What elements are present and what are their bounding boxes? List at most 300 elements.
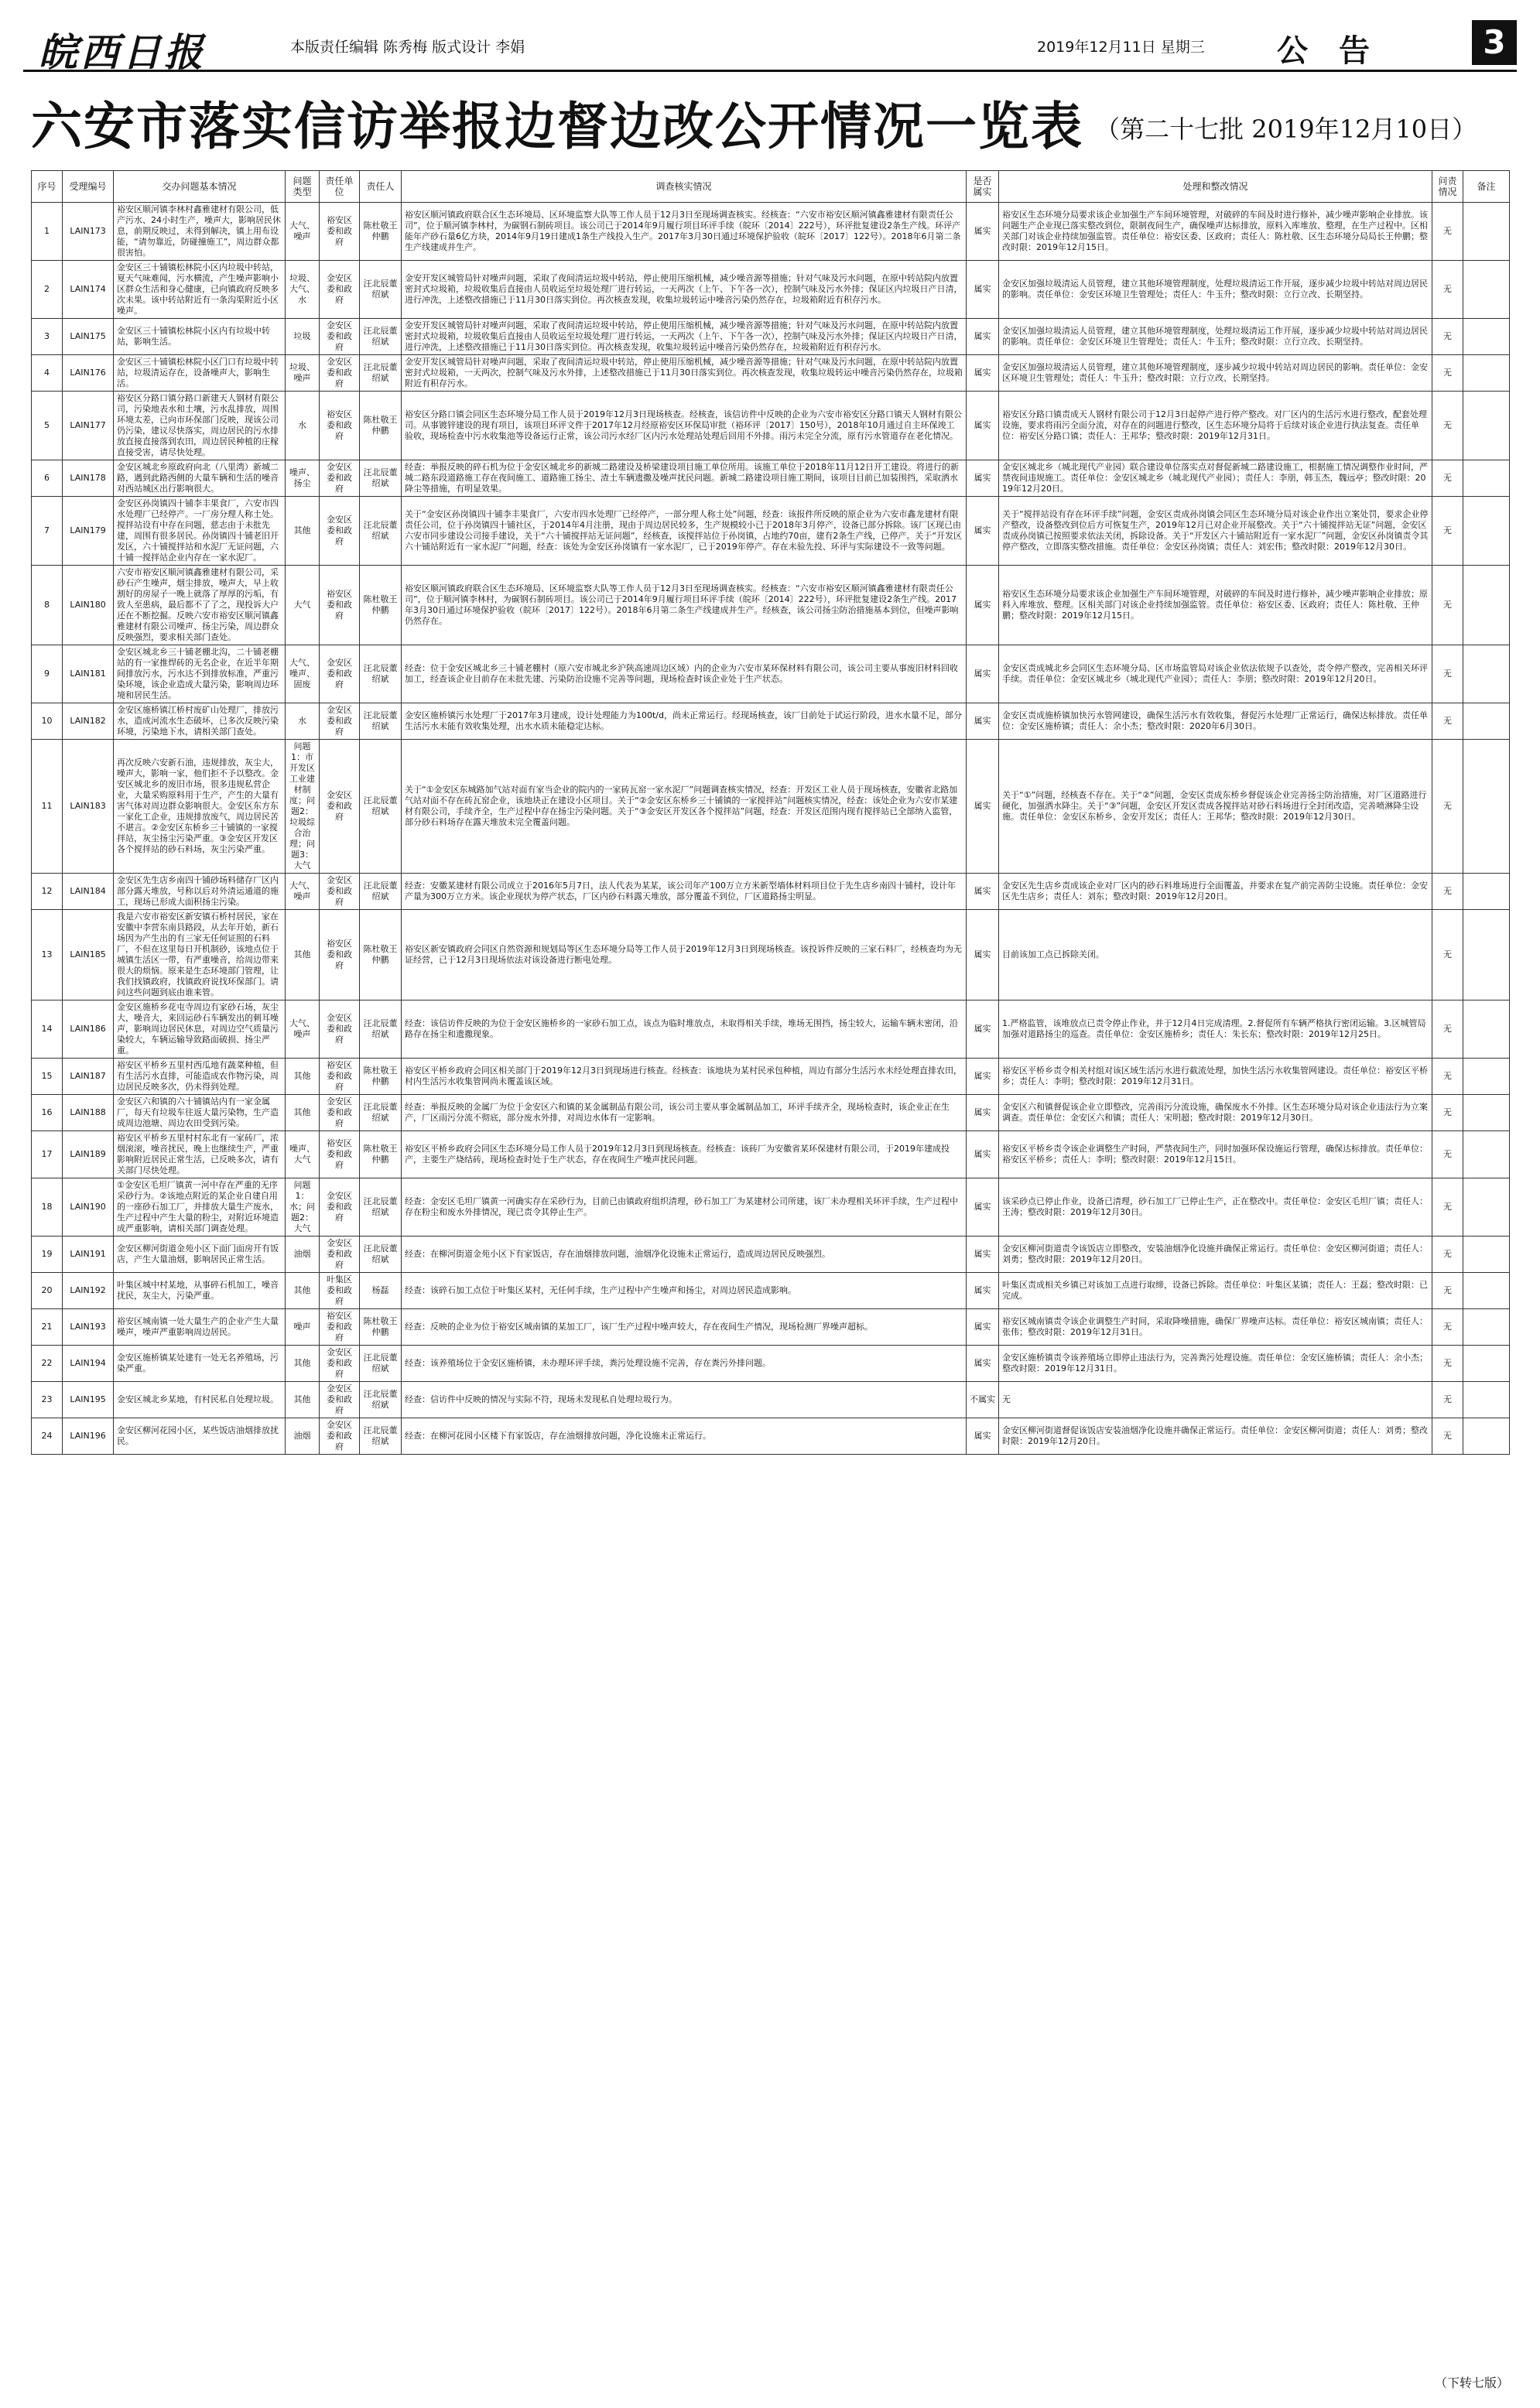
accountability-text: 无 — [1432, 910, 1463, 1000]
case-type: 其他 — [286, 1059, 320, 1095]
verified-flag: 属实 — [967, 1131, 999, 1178]
table-row — [32, 1382, 1510, 1418]
accountability-text: 无 — [1432, 1418, 1463, 1455]
case-summary: 裕安区平桥乡五里村村东北有一家砖厂，浓烟滚滚，噪音扰民，晚上也继续生产，严重影响附近居民正常生活，已反映多次，请有关部门尽快处理。 — [114, 1131, 286, 1178]
case-code: LAIN195 — [63, 1382, 114, 1418]
accountability-text: 无 — [1432, 645, 1463, 703]
findings-text: 经查：反映的企业为位于裕安区城南镇的某加工厂，该厂生产过程中噪声较大，存在夜间生产情况，现场检测厂界噪声超标。 — [402, 1309, 967, 1346]
responsible-unit: 裕安区委和政府 — [320, 566, 360, 645]
table-row — [32, 497, 1510, 566]
handling-text: 裕安区生态环境分局要求该企业加强生产车间环境管理，对破碎的车间及时进行修补，减少噪声影响企业排放；原料入库堆放、整理。区相关部门对该企业持续加强监管。责任单位：裕安区委、区政府；责任人：陈杜敬、王仲鹏；整改时限：2019年12月15日。 — [999, 566, 1432, 645]
verified-flag: 属实 — [967, 460, 999, 497]
findings-text: 经查：位于金安区城北乡三十铺老棚村（原六安市城北乡沪陕高速周边区域）内的企业为六安市某环保材料有限公司，该公司主要从事废旧材料回收加工，经查该企业目前存在未批先建、污染防治设施不完善等问题，现场检查时该企业处于生产状态。 — [402, 645, 967, 703]
responsible-unit: 金安区委和政府 — [320, 1346, 360, 1382]
case-type: 水 — [286, 703, 320, 740]
headline — [31, 85, 1509, 156]
case-code: LAIN185 — [63, 910, 114, 1000]
verified-flag: 属实 — [967, 566, 999, 645]
row-number: 14 — [32, 1000, 63, 1059]
findings-text: 裕安区顺河镇政府联合区生态环境局、区环境监察大队等工作人员于12月3日至现场调查核实。经核查：“六安市裕安区顺河镇鑫雅建材有限责任公司”，位于顺河镇李林村，为碳钢石制砖项目。该公司已于2014年9月履行项目环评手续（皖环〔2014〕222号），环评批复建设2条生产线。2017年3月30日通过环境保护验收（皖环〔2017〕122号）。2018年6月第二条生产线建成并生产。经核查，该公司扬尘防治措施基本到位，但噪声影响仍然存在。 — [402, 566, 967, 645]
case-summary: 金安区柳河街道金苑小区下面门面房开有饭店，产生大量油烟，影响居民正常生活。 — [114, 1236, 286, 1273]
case-summary: 金安区三十铺镇松林院小区门口有垃圾中转站，垃圾清运存在，设备噪声大，影响生活。 — [114, 355, 286, 392]
responsible-unit: 裕安区委和政府 — [320, 1059, 360, 1095]
table-row — [32, 460, 1510, 497]
row-number: 6 — [32, 460, 63, 497]
case-code: LAIN190 — [63, 1178, 114, 1236]
table-row — [32, 1236, 1510, 1273]
findings-text: 经查：该信访件反映的为位于金安区施桥乡的一家砂石加工点，该点为临时堆放点，未取得相关手续，堆场无围挡，扬尘较大，运输车辆未密闭，沿路存在扬尘和遗撒现象。 — [402, 1000, 967, 1059]
responsible-person: 杨磊 — [360, 1273, 402, 1309]
accountability-text: 无 — [1432, 203, 1463, 261]
case-summary: 金安区施桥镇某处建有一处无名养殖场，污染严重。 — [114, 1346, 286, 1382]
handling-text: 金安区加强垃圾清运人员管理，建立其他环境管理制度，处理垃圾清运工作开展，逐步减少垃圾中转站对周边居民的影响。责任单位：金安区环境卫生管理处；责任人：牛玉升；整改时限：立行立改、长期坚持。 — [999, 319, 1432, 355]
accountability-text: 无 — [1432, 1236, 1463, 1273]
table-row — [32, 1346, 1510, 1382]
row-number: 20 — [32, 1273, 63, 1309]
case-summary: 裕安区分路口镇分路口新建天人钢材有限公司，污染地表水和土壤，污水乱排放，周围环境太差，已向市环保部门反映，现该公司仍污染，建议尽快落实，周边居民的污水排放直接直接落到农田，周边居民种植的庄稼直接受害，请尽快处理。 — [114, 392, 286, 460]
case-type: 垃圾、噪声 — [286, 355, 320, 392]
table-row — [32, 1059, 1510, 1095]
responsible-person: 汪北辰董绍斌 — [360, 319, 402, 355]
row-number: 18 — [32, 1178, 63, 1236]
remark-text — [1463, 355, 1510, 392]
accountability-text: 无 — [1432, 703, 1463, 740]
responsible-unit: 裕安区委和政府 — [320, 392, 360, 460]
verified-flag: 属实 — [967, 319, 999, 355]
handling-text: 金安区责成城北乡会同区生态环境分局、区市场监管局对该企业依法依规予以查处，责令停产整改，完善相关环评手续。责任单位：金安区城北乡（城北现代产业园）；责任人：李朋；整改时限：2019年12月20日。 — [999, 645, 1432, 703]
case-code: LAIN181 — [63, 645, 114, 703]
case-summary: 金安区施桥镇江桥村废矿山处理厂，排放污水，造成河流水生态破坏，已多次反映污染环境，污染地下水，请相关部门查处。 — [114, 703, 286, 740]
findings-text: 金安开发区城管局针对噪声问题，采取了夜间清运垃圾中转站，停止使用压缩机械，减少噪音源等措施；针对气味及污水问题，在原中转站院内放置密封式垃圾箱，一天两次，控制气味及污水外排，上述整改措施已于11月30日落实到位。再次核查发现，收集垃圾转运中噪音污染仍然存在，垃圾箱附近有积存污水。 — [402, 355, 967, 392]
case-summary: 金安区六和镇的六十铺镇站内有一家金属厂，每天有垃圾车往返大量污染物，生产造成周边池塘、周边农田受到污染。 — [114, 1095, 286, 1131]
accountability-text: 无 — [1432, 460, 1463, 497]
case-summary: 六安市裕安区顺河镇鑫雅建材有限公司，采砂石产生噪声，烟尘排放，噪声大，早上收割好的房屋子一晚上就落了厚厚的污垢，有致人至患病，最后都不了了之，现投诉大户还在不断挖掘。反映六安市裕安区顺河镇鑫雅建材有限公司噪声、扬尘污染，周边群众反映强烈，要求相关部门查处。 — [114, 566, 286, 645]
responsible-unit: 金安区委和政府 — [320, 703, 360, 740]
responsible-person: 汪北辰董绍斌 — [360, 355, 402, 392]
responsible-unit: 金安区委和政府 — [320, 261, 360, 319]
findings-text: 裕安区平桥乡政府会同区相关部门于2019年12月3日到现场进行核查。经核查：该地块为某村民承包种植，周边有部分生活污水未经处理直排农田，村内生活污水收集管网尚未覆盖该区域。 — [402, 1059, 967, 1095]
column-header: 责任单位 — [320, 171, 360, 203]
case-summary: 我是六安市裕安区新安镇石桥村居民，家在安徽中李营东南县路段，从去年开始，新石场因为产生出的有三家无任何证照的石料厂，不但在这里每日开机制砂，该地点位于城镇生活区一带，有严重噪音，给周边带来很大的烦恼。原来是生态环境部门管理，让我们找镇政府，找镇政府说找环保部门。请问这些问题到底由谁来管。 — [114, 910, 286, 1000]
case-type: 大气、噪声、固废 — [286, 645, 320, 703]
findings-text: 经查：该养殖场位于金安区施桥镇，未办理环评手续，粪污处理设施不完善，存在粪污外排问题。 — [402, 1346, 967, 1382]
responsible-unit: 裕安区委和政府 — [320, 910, 360, 1000]
responsible-person: 汪北辰董绍斌 — [360, 1236, 402, 1273]
handling-text: 目前该加工点已拆除关闭。 — [999, 910, 1432, 1000]
accountability-text: 无 — [1432, 1273, 1463, 1309]
newspaper-logo: 皖西日报 — [39, 29, 206, 75]
responsible-person: 陈杜敬王仲鹏 — [360, 203, 402, 261]
verified-flag: 属实 — [967, 1059, 999, 1095]
masthead — [23, 15, 1517, 75]
case-summary: 金安区先生店乡南四十铺砂场料储存厂区内部分露天堆放，号称以后对外清运通道的施工，现场已形成大面积扬尘污染。 — [114, 874, 286, 910]
handling-text: 金安区责成施桥镇加快污水管网建设，确保生活污水有效收集，督促污水处理厂正常运行，确保达标排放。责任单位：金安区施桥镇；责任人：余小杰；整改时限：2020年6月30日。 — [999, 703, 1432, 740]
responsible-unit: 金安区委和政府 — [320, 1418, 360, 1455]
responsible-person: 汪北辰董绍斌 — [360, 1382, 402, 1418]
responsible-person: 汪北辰董绍斌 — [360, 1346, 402, 1382]
verified-flag: 属实 — [967, 703, 999, 740]
case-summary: 裕安区顺河镇李林村鑫雅建材有限公司，低产污水、24小时生产，噪声大，影响居民休息，前期反映过，未得到解决，镇上用布设能，“请勿靠近，防碰撞施工”，周边群众都很害怕。 — [114, 203, 286, 261]
handling-text: 关于“①”问题，经核查不存在。关于“②”问题，金安区责成东桥乡督促该企业完善扬尘防治措施，对厂区道路进行硬化，加强洒水降尘。关于“③”问题，金安区开发区责成各搅拌站对砂石料场进行全封闭改造，完善喷淋降尘设施。责任单位：金安区东桥乡、金安开发区；责任人：王邦华；整改时限：2019年12月30日。 — [999, 740, 1432, 874]
case-code: LAIN176 — [63, 355, 114, 392]
handling-text: 关于“搅拌站设有存在环评手续”问题，金安区责成孙岗镇会同区生态环境分局对该企业作出立案处罚，要求企业停产整改，设备整改到位后方可恢复生产，2019年12月已对企业开展整改。关于“六十铺搅拌站无证”问题，金安区责成孙岗镇已按照要求依法关闭，拆除设备。关于“开发区六十铺站附近有一家水泥厂”问题，金安区孙岗镇责令其停产整改，立即落实整改措施。责任单位：金安区孙岗镇；责任人：刘宏伟；整改时限：2019年12月30日。 — [999, 497, 1432, 566]
table-row — [32, 874, 1510, 910]
responsible-person: 汪北辰董绍斌 — [360, 703, 402, 740]
issue-date: 2019年12月11日 星期三 — [1037, 39, 1205, 56]
verified-flag: 属实 — [967, 261, 999, 319]
accountability-text: 无 — [1432, 1309, 1463, 1346]
verified-flag: 属实 — [967, 740, 999, 874]
findings-text: 经查：信访件中反映的情况与实际不符，现场未发现私自处理垃圾行为。 — [402, 1382, 967, 1418]
responsible-unit: 金安区委和政府 — [320, 645, 360, 703]
column-header: 交办问题基本情况 — [114, 171, 286, 203]
responsible-unit: 金安区委和政府 — [320, 1236, 360, 1273]
case-type: 油烟 — [286, 1236, 320, 1273]
table-row — [32, 740, 1510, 874]
case-code: LAIN174 — [63, 261, 114, 319]
findings-text: 金安开发区城管局针对噪声问题，采取了夜间清运垃圾中转站，停止使用压缩机械，减少噪音源等措施；针对气味及污水问题，在原中转站院内放置密封式垃圾箱，垃圾收集后直接由人员收运至垃圾处理厂进行转运，一天两次（上午、下午各一次），控制气味及污水外排；保证区内垃圾日产日清，进行冲洗，上述整改措施已于11月30日落实到位。再次核查发现，收集垃圾转运中噪音污染仍然存在，垃圾箱附近有积存污水。 — [402, 319, 967, 355]
row-number: 13 — [32, 910, 63, 1000]
verified-flag: 属实 — [967, 203, 999, 261]
handling-text: 金安区柳河街道责令该饭店立即整改，安装油烟净化设施并确保正常运行。责任单位：金安区柳河街道；责任人：刘勇；整改时限：2019年12月20日。 — [999, 1236, 1432, 1273]
column-header: 受理编号 — [63, 171, 114, 203]
case-code: LAIN178 — [63, 460, 114, 497]
row-number: 8 — [32, 566, 63, 645]
verified-flag: 属实 — [967, 874, 999, 910]
findings-text: 裕安区新安镇政府会同区自然资源和规划局等区生态环境分局等工作人员于2019年12月3日到现场核查。该投诉件反映的三家石料厂，经核查均为无证经营，已于12月3日现场依法对该设备进行断电处理。 — [402, 910, 967, 1000]
remark-text — [1463, 1309, 1510, 1346]
case-type: 噪声 — [286, 1309, 320, 1346]
case-summary: 金安区施桥乡花屯寺周边有家砂石场，灰尘大，噪音大，来回运砂石车辆发出的刺耳噪声，影响周边居民休息，对周边空气质量污染较大，车辆运输导致路面破损、扬尘严重。 — [114, 1000, 286, 1059]
handling-text: 裕安区生态环境分局要求该企业加强生产车间环境管理，对破碎的车间及时进行修补，减少噪声影响企业排放。该问题生产企业现已落实整改到位，限制夜间生产，确保噪声达标排放，原料入库堆放、整理，在生产过程中。区相关部门对该企业持续加强监管。责任单位：裕安区委、区政府；责任人：陈杜敬、区生态环境分局局长王仲鹏；整改时限：2019年12月15日。 — [999, 203, 1432, 261]
responsible-person: 汪北辰董绍斌 — [360, 460, 402, 497]
handling-text: 该采砂点已停止作业，设备已清理，砂石加工厂已停止生产，正在整改中。责任单位：金安区毛坦厂镇；责任人：王涛；整改时限：2019年12月30日。 — [999, 1178, 1432, 1236]
case-code: LAIN175 — [63, 319, 114, 355]
column-header: 责任人 — [360, 171, 402, 203]
remark-text — [1463, 645, 1510, 703]
responsible-unit: 裕安区委和政府 — [320, 203, 360, 261]
handling-text: 无 — [999, 1382, 1432, 1418]
remark-text — [1463, 460, 1510, 497]
row-number: 21 — [32, 1309, 63, 1346]
accountability-text: 无 — [1432, 261, 1463, 319]
handling-text: 金安区加强垃圾清运人员管理，建立其他环境管理制度，处理垃圾清运工作开展，逐步减少垃圾中转站对周边居民的影响。责任单位：金安区环境卫生管理处；责任人：牛玉升；整改时限：立行立改、长期坚持。 — [999, 261, 1432, 319]
case-summary: 裕安区城南镇一处大量生产的企业产生大量噪声，噪声严重影响周边居民。 — [114, 1309, 286, 1346]
remark-text — [1463, 1346, 1510, 1382]
continued-note: （下转七版） — [1434, 2376, 1509, 2390]
case-code: LAIN183 — [63, 740, 114, 874]
remark-text — [1463, 1000, 1510, 1059]
table-row — [32, 910, 1510, 1000]
row-number: 19 — [32, 1236, 63, 1273]
remark-text — [1463, 1418, 1510, 1455]
remark-text — [1463, 1178, 1510, 1236]
row-number: 22 — [32, 1346, 63, 1382]
case-code: LAIN179 — [63, 497, 114, 566]
responsible-unit: 金安区委和政府 — [320, 1095, 360, 1131]
remark-text — [1463, 203, 1510, 261]
findings-text: 裕安区顺河镇政府联合区生态环境局、区环境监察大队等工作人员于12月3日至现场调查核实。经核查：“六安市裕安区顺河镇鑫雅建材有限责任公司”，位于顺河镇李林村，为碳钢石制砖项目。该公司已于2014年9月履行项目环评手续（皖环〔2014〕222号），环评批复建设2条生产线。环评产能年产砂石量6亿方块，2014年9月19日建成1条生产线投入生产。2017年3月30日通过环境保护验收（皖环〔2017〕122号）。2018年6月第二条生产线建成并生产。 — [402, 203, 967, 261]
section-title: 公告 — [1277, 32, 1401, 69]
handling-text: 裕安区分路口镇责成天人钢材有限公司于12月3日起停产进行停产整改。对厂区内的生活污水进行整改，配套处理设施，要求将雨污全面分流，对存在的问题进行整改，区生态环境分局将于后续对该企业进行执法复查。责任单位：裕安区分路口镇；责任人：王邦华；整改时限：2019年12月31日。 — [999, 392, 1432, 460]
findings-text: 经查：该碎石加工点位于叶集区某村，无任何手续，生产过程中产生噪声和扬尘，对周边居民造成影响。 — [402, 1273, 967, 1309]
table-row — [32, 261, 1510, 319]
verified-flag: 属实 — [967, 392, 999, 460]
case-summary: ①金安区毛坦厂镇黄一河中存在严重的无序采砂行为。②该地点附近的某企业自建自用的一座砂石加工厂，并排放大量生产废水，生产过程中产生大量的粉尘，对附近环境造成严重影响，请相关部门调查处理。 — [114, 1178, 286, 1236]
accountability-text: 无 — [1432, 1131, 1463, 1178]
handling-text: 裕安区平桥乡责令相关村组对该区域生活污水进行截流处理，加快生活污水收集管网建设。责任单位：裕安区平桥乡；责任人：李明；整改时限：2019年12月31日。 — [999, 1059, 1432, 1095]
accountability-text: 无 — [1432, 319, 1463, 355]
verified-flag: 属实 — [967, 1095, 999, 1131]
row-number: 4 — [32, 355, 63, 392]
verified-flag: 属实 — [967, 497, 999, 566]
case-summary: 叶集区城中村某地，从事碎石机加工，噪音扰民，灰尘大，污染严重。 — [114, 1273, 286, 1309]
row-number: 9 — [32, 645, 63, 703]
case-summary: 金安区孙岗镇四十铺李丰果食厂，六安市四水处理厂已经停产。一厂房分理人称土处。搅拌站设有中存在问题，慈志由于未批先建，周围有很多居民。孙岗镇四十铺老旧开发区，六十铺搅拌站和水泥厂无证问题，六十铺一搅拌站企业内存在一家水泥厂。 — [114, 497, 286, 566]
responsible-unit: 叶集区委和政府 — [320, 1273, 360, 1309]
case-summary: 金安区城北乡原政府向北（八里湾）新城二路，遇到此路西侧的大量车辆和生活的噪音对西站城区出行影响很大。 — [114, 460, 286, 497]
column-header: 问题类型 — [286, 171, 320, 203]
table-row — [32, 355, 1510, 392]
case-type: 水 — [286, 392, 320, 460]
responsible-person: 陈杜敬王仲鹏 — [360, 1131, 402, 1178]
remark-text — [1463, 392, 1510, 460]
case-type: 大气、噪声 — [286, 874, 320, 910]
table-row — [32, 1095, 1510, 1131]
verified-flag: 属实 — [967, 1178, 999, 1236]
accountability-text: 无 — [1432, 1382, 1463, 1418]
case-code: LAIN177 — [63, 392, 114, 460]
findings-text: 经查：举报反映的金属厂为位于金安区六和镇的某金属制品有限公司，该公司主要从事金属制品加工，环评手续齐全，现场检查时，该企业正在生产，厂区雨污分流不彻底，部分废水外排，对周边水体有一定影响。 — [402, 1095, 967, 1131]
column-header: 调查核实情况 — [402, 171, 967, 203]
responsible-person: 汪北辰董绍斌 — [360, 497, 402, 566]
remark-text — [1463, 497, 1510, 566]
table-header-row — [32, 171, 1510, 203]
remark-text — [1463, 566, 1510, 645]
row-number: 15 — [32, 1059, 63, 1095]
handling-text: 金安区六和镇督促该企业立即整改，完善雨污分流设施，确保废水不外排。区生态环境分局对该企业违法行为立案调查。责任单位：金安区六和镇；责任人：宋明超；整改时限：2019年12月30日。 — [999, 1095, 1432, 1131]
verified-flag: 属实 — [967, 355, 999, 392]
verified-flag: 属实 — [967, 1346, 999, 1382]
case-code: LAIN188 — [63, 1095, 114, 1131]
handling-text: 1.严格监管，该堆放点已责令停止作业，并于12月4日完成清理。2.督促所有车辆严格执行密闭运输。3.区城管局加强对道路扬尘的巡查。责任单位：金安区施桥乡；责任人：朱长东；整改时限：2019年12月25日。 — [999, 1000, 1432, 1059]
case-type: 其他 — [286, 910, 320, 1000]
accountability-text: 无 — [1432, 566, 1463, 645]
accountability-text: 无 — [1432, 1000, 1463, 1059]
row-number: 24 — [32, 1418, 63, 1455]
verified-flag: 属实 — [967, 1273, 999, 1309]
responsible-unit: 金安区委和政府 — [320, 740, 360, 874]
table-row — [32, 645, 1510, 703]
accountability-text: 无 — [1432, 740, 1463, 874]
case-code: LAIN184 — [63, 874, 114, 910]
responsible-unit: 金安区委和政府 — [320, 1178, 360, 1236]
table-row — [32, 1000, 1510, 1059]
findings-text: 关于“金安区孙岗镇四十铺李丰果食厂，六安市四水处理厂已经停产，一部分理人称土处”问题，经查：该报件所反映的原企业为六安市鑫龙建材有限责任公司，位于孙岗镇四十铺社区，于2014年4月注册，现由于周边居民较多，生产规模较小已于2018年3月停产，设备已部分拆除。该厂区现已由六安市同步建设公司接手建设，关于“六十铺搅拌站无证问题”，经核查，该搅拌站位于孙岗镇，占地约70亩，建有2条生产线，已停产。关于“开发区六十铺站附近有一家水泥厂”问题，经查：该处为金安区孙岗镇有一家水泥厂，已于2019年停产。存在未验先投、环评与实际建设不一致等问题。 — [402, 497, 967, 566]
row-number: 11 — [32, 740, 63, 874]
case-type: 其他 — [286, 1382, 320, 1418]
row-number: 16 — [32, 1095, 63, 1131]
table-row — [32, 566, 1510, 645]
accountability-text: 无 — [1432, 874, 1463, 910]
row-number: 17 — [32, 1131, 63, 1178]
responsible-unit: 裕安区委和政府 — [320, 1131, 360, 1178]
findings-text: 金安开发区城管局针对噪声问题，采取了夜间清运垃圾中转站，停止使用压缩机械，减少噪音源等措施；针对气味及污水问题，在原中转站院内放置密封式垃圾箱，垃圾收集后直接由人员收运至垃圾处理厂进行转运，一天两次（上午、下午各一次），控制气味及污水外排；保证区内垃圾日产日清，进行冲洗，上述整改措施已于11月30日落实到位。再次核查发现，收集垃圾转运中噪音污染仍然存在，垃圾箱附近有积存污水。 — [402, 261, 967, 319]
case-type: 噪声、大气 — [286, 1131, 320, 1178]
table-row — [32, 1178, 1510, 1236]
responsible-person: 陈杜敬王仲鹏 — [360, 910, 402, 1000]
remark-text — [1463, 874, 1510, 910]
row-number: 12 — [32, 874, 63, 910]
page-subtitle: （第二十七批 2019年12月10日） — [1095, 115, 1477, 144]
remark-text — [1463, 319, 1510, 355]
responsible-unit: 金安区委和政府 — [320, 1382, 360, 1418]
responsible-person: 陈杜敬王仲鹏 — [360, 1309, 402, 1346]
table-row — [32, 1309, 1510, 1346]
case-type: 其他 — [286, 1095, 320, 1131]
column-header: 序号 — [32, 171, 63, 203]
findings-text: 经查：金安区毛坦厂镇黄一河确实存在采砂行为，目前已由镇政府组织清理，砂石加工厂为某建材公司所建，该厂未办理相关环评手续，生产过程中存在粉尘和废水外排情况，现已责令其停止生产。 — [402, 1178, 967, 1236]
row-number: 10 — [32, 703, 63, 740]
case-type: 其他 — [286, 497, 320, 566]
case-code: LAIN182 — [63, 703, 114, 740]
findings-text: 裕安区分路口镇会同区生态环境分局工作人员于2019年12月3日现场核查。经核查，该信访件中反映的企业为六安市裕安区分路口镇天人钢材有限公司。从事镀锌建设的现有项目，该项目环评文件于2017年12月经原裕安区环保局审批（裕环评〔2017〕150号），2018年10月通过自主环保竣工验收，现场检查中污水收集池等设备运行正常，该公司污水经厂区内污水处理站处理后回用不外排。雨污未完全分流，原有污水管道存在老化情况。 — [402, 392, 967, 460]
responsible-person: 汪北辰董绍斌 — [360, 1418, 402, 1455]
accountability-text: 无 — [1432, 1059, 1463, 1095]
accountability-text: 无 — [1432, 355, 1463, 392]
handling-text: 金安区城北乡（城北现代产业园）联合建设单位落实点对督促新城二路建设施工，根据施工情况调整作业时间，严禁夜间违规施工。责任单位：金安区城北乡（城北现代产业园）；责任人：李朋，韩玉杰，魏远亭；整改时限：2019年12月20日。 — [999, 460, 1432, 497]
verified-flag: 属实 — [967, 1236, 999, 1273]
accountability-text: 无 — [1432, 1095, 1463, 1131]
table-row — [32, 1131, 1510, 1178]
column-header: 处理和整改情况 — [999, 171, 1432, 203]
petition-table — [31, 170, 1510, 1455]
verified-flag: 属实 — [967, 910, 999, 1000]
remark-text — [1463, 910, 1510, 1000]
case-summary: 金安区三十铺镇松林院小区内有垃圾中转站，影响生活。 — [114, 319, 286, 355]
case-type: 大气 — [286, 566, 320, 645]
table-row — [32, 1418, 1510, 1455]
column-header: 是否属实 — [967, 171, 999, 203]
remark-text — [1463, 1273, 1510, 1309]
verified-flag: 不属实 — [967, 1382, 999, 1418]
case-type: 大气、噪声 — [286, 1000, 320, 1059]
findings-text: 经查：安徽某建材有限公司成立于2016年5月7日，法人代表为某某，该公司年产100万立方米新型墙体材料项目位于先生店乡南四十铺村，设计年产量为300万立方米。该企业现状为停产状态，厂区内砂石料露天堆放，部分覆盖不到位，厂区道路扬尘明显。 — [402, 874, 967, 910]
responsible-unit: 金安区委和政府 — [320, 874, 360, 910]
handling-text: 叶集区责成相关乡镇已对该加工点进行取缔，设备已拆除。责任单位：叶集区某镇；责任人：王磊；整改时限：已完成。 — [999, 1273, 1432, 1309]
accountability-text: 无 — [1432, 1178, 1463, 1236]
responsible-person: 汪北辰董绍斌 — [360, 261, 402, 319]
case-type: 其他 — [286, 1273, 320, 1309]
verified-flag: 属实 — [967, 1418, 999, 1455]
responsible-person: 汪北辰董绍斌 — [360, 1178, 402, 1236]
responsible-unit: 金安区委和政府 — [320, 355, 360, 392]
case-code: LAIN173 — [63, 203, 114, 261]
table-row — [32, 392, 1510, 460]
case-code: LAIN196 — [63, 1418, 114, 1455]
row-number: 7 — [32, 497, 63, 566]
column-header: 备注 — [1463, 171, 1510, 203]
case-summary: 再次反映六安新石油，违规排放，灰尘大，噪声大，影响一家，他们拒不予以整改。金安区城北乡的废旧市场，很多违规私营企业，大量采购原料用于生产，产生的大量有害气体对周边群众影响很大。金安区东方东一家化工企业，违规排放废气，周边居民苦不堪言。②金安区东桥乡三十铺镇的一家搅拌站，灰尘扬尘污染严重。③金安区开发区各个搅拌站的砂石料场，灰尘污染严重。 — [114, 740, 286, 874]
case-type: 噪声、扬尘 — [286, 460, 320, 497]
findings-text: 金安区施桥镇污水处理厂于2017年3月建成，设计处理能力为100t/d，尚未正常运行。经现场核查，该厂目前处于试运行阶段，进水水量不足，部分生活污水未能有效收集处理，出水水质未能稳定达标。 — [402, 703, 967, 740]
remark-text — [1463, 740, 1510, 874]
handling-text: 金安区先生店乡责成该企业对厂区内的砂石料堆场进行全面覆盖，并要求在复产前完善防尘设施。责任单位：金安区先生店乡；责任人：刘东；整改时限：2019年12月20日。 — [999, 874, 1432, 910]
handling-text: 金安区柳河街道督促该饭店安装油烟净化设施并确保正常运行。责任单位：金安区柳河街道；责任人：刘勇；整改时限：2019年12月20日。 — [999, 1418, 1432, 1455]
remark-text — [1463, 703, 1510, 740]
responsible-person: 汪北辰董绍斌 — [360, 1095, 402, 1131]
verified-flag: 属实 — [967, 1000, 999, 1059]
column-header: 问责情况 — [1432, 171, 1463, 203]
findings-text: 经查：举报反映的碎石机为位于金安区城北乡的新城二路建设及桥梁建设项目施工单位所用。该施工单位于2018年11月12日开工建设。将进行的新城二路东段道路施工存在夜间施工、道路施工扬尘、渣土车辆遗撒及噪声扰民问题。新城二路建设项目施工期间，该项目目前已加装围挡，采取洒水降尘等措施，有明显效果。 — [402, 460, 967, 497]
responsible-unit: 金安区委和政府 — [320, 1000, 360, 1059]
findings-text: 经查：在柳河街道金苑小区下有家饭店，存在油烟排放问题，油烟净化设施未正常运行，造成周边居民反映强烈。 — [402, 1236, 967, 1273]
remark-text — [1463, 1236, 1510, 1273]
responsible-unit: 金安区委和政府 — [320, 460, 360, 497]
case-type: 垃圾、大气、水 — [286, 261, 320, 319]
row-number: 5 — [32, 392, 63, 460]
page-title: 六安市落实信访举报边督边改公开情况一览表 — [31, 96, 1083, 156]
remark-text — [1463, 261, 1510, 319]
findings-text: 裕安区平桥乡政府会同区生态环境分局工作人员于2019年12月3日到现场核查。经核查：该砖厂为安徽省某环保建材有限公司，于2019年建成投产，主要生产烧结砖，现场检查时处于生产状态，存在夜间生产噪声扰民问题。 — [402, 1131, 967, 1178]
case-type: 问题1：市开发区工业建材制度；问题2：垃圾综合治理；问题3：大气 — [286, 740, 320, 874]
case-code: LAIN192 — [63, 1273, 114, 1309]
remark-text — [1463, 1059, 1510, 1095]
handling-text: 金安区施桥镇责令该养殖场立即停止违法行为，完善粪污处理设施。责任单位：金安区施桥镇；责任人：余小杰；整改时限：2019年12月31日。 — [999, 1346, 1432, 1382]
responsible-person: 陈杜敬王仲鹏 — [360, 566, 402, 645]
case-code: LAIN193 — [63, 1309, 114, 1346]
responsible-person: 汪北辰董绍斌 — [360, 740, 402, 874]
findings-text: 关于“①金安区东城路加气站对面有家当企业的院内的一家砖瓦窑一家水泥厂”问题调查核实情况，经查：开发区工业人员于现场核查，安徽省北路加气站对面不存在砖瓦窑企业，该地块正在建设小区项目。关于“②金安区东桥乡三十铺镇的一家搅拌站”问题核实情况，经查：该处企业为六安市某建材有限公司，手续齐全，生产过程中存在扬尘污染问题。关于“③金安区开发区各个搅拌站”问题，经查：开发区范围内现有搅拌站已全部纳入监管，部分砂石料场存在露天堆放未完全覆盖问题。 — [402, 740, 967, 874]
case-summary: 金安区城北乡某地，有村民私自处理垃圾。 — [114, 1382, 286, 1418]
case-type: 大气、噪声 — [286, 203, 320, 261]
responsible-person: 汪北辰董绍斌 — [360, 1000, 402, 1059]
case-type: 油烟 — [286, 1418, 320, 1455]
table-row — [32, 203, 1510, 261]
case-summary: 金安区三十铺镇松林院小区内垃圾中转站，夏天气味难闻，污水横流，产生噪声影响小区群众生活和身心健康，已向镇政府反映多次未果。该中转站附近有一条沟渠附近小区噪声。 — [114, 261, 286, 319]
case-type: 垃圾 — [286, 319, 320, 355]
case-type: 问题1：水；问题2：大气 — [286, 1178, 320, 1236]
responsible-unit: 金安区委和政府 — [320, 319, 360, 355]
case-code: LAIN187 — [63, 1059, 114, 1095]
responsible-person: 汪北辰董绍斌 — [360, 874, 402, 910]
row-number: 3 — [32, 319, 63, 355]
responsible-unit: 金安区委和政府 — [320, 497, 360, 566]
accountability-text: 无 — [1432, 1346, 1463, 1382]
table-row — [32, 319, 1510, 355]
handling-text: 裕安区城南镇责令该企业调整生产时间，采取降噪措施，确保厂界噪声达标。责任单位：裕安区城南镇；责任人：张伟；整改时限：2019年12月31日。 — [999, 1309, 1432, 1346]
responsible-person: 陈杜敬王仲鹏 — [360, 392, 402, 460]
case-code: LAIN186 — [63, 1000, 114, 1059]
case-code: LAIN180 — [63, 566, 114, 645]
remark-text — [1463, 1382, 1510, 1418]
row-number: 1 — [32, 203, 63, 261]
responsible-person: 陈杜敬王仲鹏 — [360, 1059, 402, 1095]
case-summary: 裕安区平桥乡五里村西瓜地有蔬菜种植，但有生活污水直排，可能造成农作物污染，周边居民反映多次，仍未得到处理。 — [114, 1059, 286, 1095]
accountability-text: 无 — [1432, 497, 1463, 566]
row-number: 2 — [32, 261, 63, 319]
handling-text: 裕安区平桥乡责令该企业调整生产时间，严禁夜间生产，同时加强环保设施运行管理，确保达标排放。责任单位：裕安区平桥乡；责任人：李明；整改时限：2019年12月15日。 — [999, 1131, 1432, 1178]
case-summary: 金安区城北乡三十铺老棚北沟，二十铺老棚站的有一家推焊砖的无名企业，在近半年期间排放污水，污水达不到排放标准，严重污染环境，该企业造成大量污染，影响周边环境和居民生活。 — [114, 645, 286, 703]
table-body — [32, 203, 1510, 1455]
table-row — [32, 1273, 1510, 1309]
editor-credits: 本版责任编辑 陈秀梅 版式设计 李娟 — [290, 39, 525, 56]
verified-flag: 属实 — [967, 1309, 999, 1346]
responsible-person: 汪北辰董绍斌 — [360, 645, 402, 703]
case-code: LAIN189 — [63, 1131, 114, 1178]
case-code: LAIN194 — [63, 1346, 114, 1382]
accountability-text: 无 — [1432, 392, 1463, 460]
